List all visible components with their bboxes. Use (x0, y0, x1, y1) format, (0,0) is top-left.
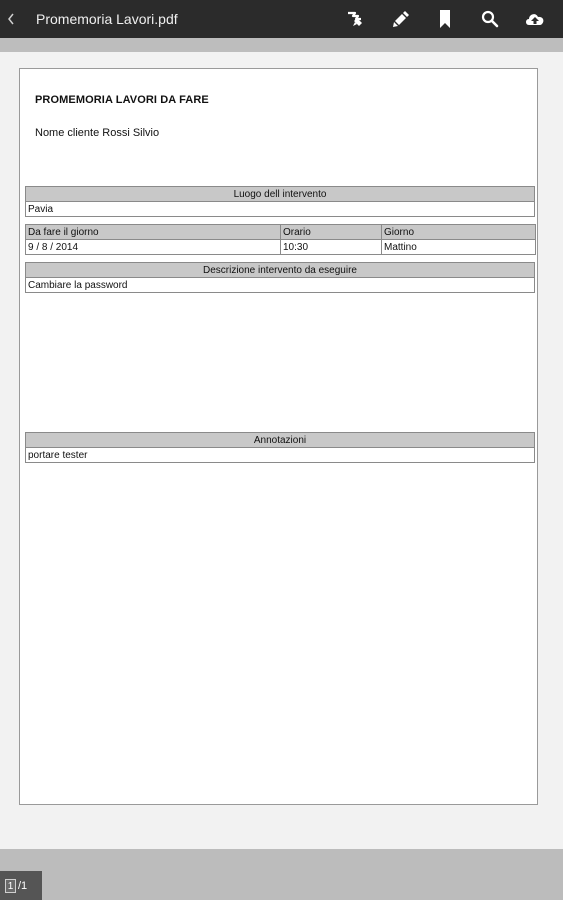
cloud-upload-button[interactable] (512, 0, 557, 38)
search-button[interactable] (467, 0, 512, 38)
annotate-button[interactable] (332, 0, 377, 38)
highlight-button[interactable] (377, 0, 422, 38)
current-page-field[interactable]: 1 (5, 879, 16, 893)
description-header: Descrizione intervento da eseguire (26, 263, 535, 278)
schedule-value-day: Mattino (382, 240, 536, 255)
schedule-value-date: 9 / 8 / 2014 (26, 240, 281, 255)
search-icon (480, 9, 500, 29)
back-button[interactable] (2, 0, 20, 38)
schedule-header-date: Da fare il giorno (26, 225, 281, 240)
pdf-page[interactable] (19, 68, 538, 805)
schedule-header-time: Orario (281, 225, 382, 240)
bookmark-button[interactable] (422, 0, 467, 38)
location-table (25, 186, 535, 217)
annotate-icon (345, 9, 365, 29)
notes-table (25, 432, 535, 463)
bookmark-icon (438, 9, 452, 29)
toolbar-shadow-strip (0, 38, 563, 52)
location-value: Pavia (26, 202, 535, 217)
schedule-table (25, 224, 536, 255)
notes-header: Annotazioni (26, 433, 535, 448)
description-table (25, 262, 535, 293)
schedule-header-day: Giorno (382, 225, 536, 240)
highlighter-icon (390, 9, 410, 29)
page-indicator[interactable] (0, 871, 42, 900)
bottom-bar (0, 849, 563, 900)
description-value: Cambiare la password (26, 278, 535, 293)
location-header: Luogo dell intervento (26, 187, 535, 202)
top-toolbar (0, 0, 563, 38)
document-heading: PROMEMORIA LAVORI DA FARE (35, 94, 209, 106)
toolbar-actions (332, 0, 557, 38)
back-chevron-icon (7, 13, 15, 25)
notes-value: portare tester (26, 448, 535, 463)
cloud-upload-icon (524, 10, 546, 28)
document-title: Promemoria Lavori.pdf (36, 11, 178, 27)
client-name-line: Nome cliente Rossi Silvio (35, 127, 160, 139)
schedule-value-time: 10:30 (281, 240, 382, 255)
total-pages-label: /1 (18, 879, 28, 892)
